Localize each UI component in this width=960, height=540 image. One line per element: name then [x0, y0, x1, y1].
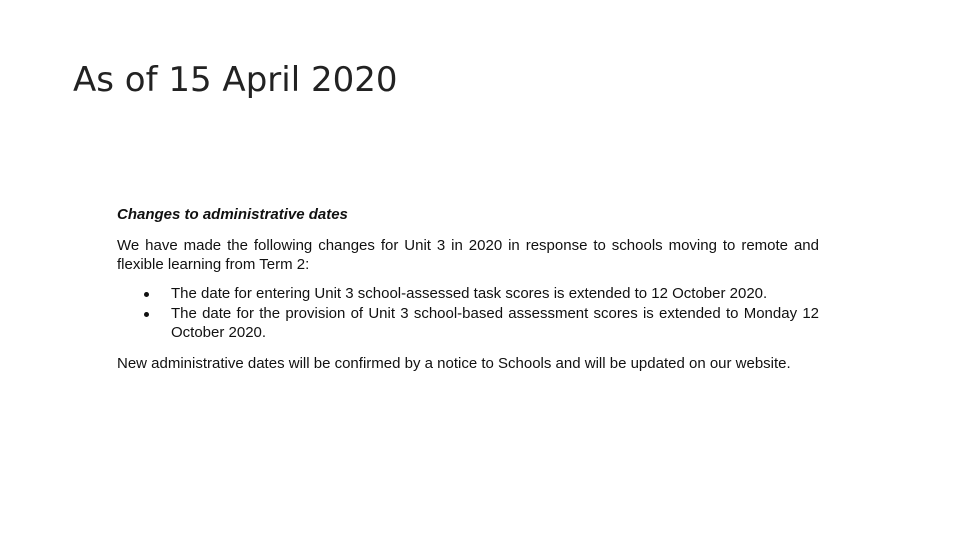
list-item: [117, 284, 819, 303]
document-closing-paragraph: New administrative dates will be confirmed by a notice to Schools and will be updated on our website.: [117, 355, 791, 372]
document-excerpt: [117, 205, 819, 373]
slide-title: As of 15 April 2020: [73, 60, 398, 100]
document-intro-paragraph: We have made the following changes for Unit 3 in 2020 in response to schools moving to remote and flexible learning from Term 2:: [117, 237, 819, 273]
document-heading: Changes to administrative dates: [117, 206, 348, 223]
list-item: [117, 304, 819, 342]
bullet-icon: [144, 292, 149, 297]
list-item-text: The date for entering Unit 3 school-assessed task scores is extended to 12 October 2020.: [171, 285, 768, 302]
bullet-icon: [144, 312, 149, 317]
list-item-text: The date for the provision of Unit 3 school-based assessment scores is extended to Monday 12 October 2020.: [171, 305, 819, 341]
changes-list: [117, 284, 819, 342]
